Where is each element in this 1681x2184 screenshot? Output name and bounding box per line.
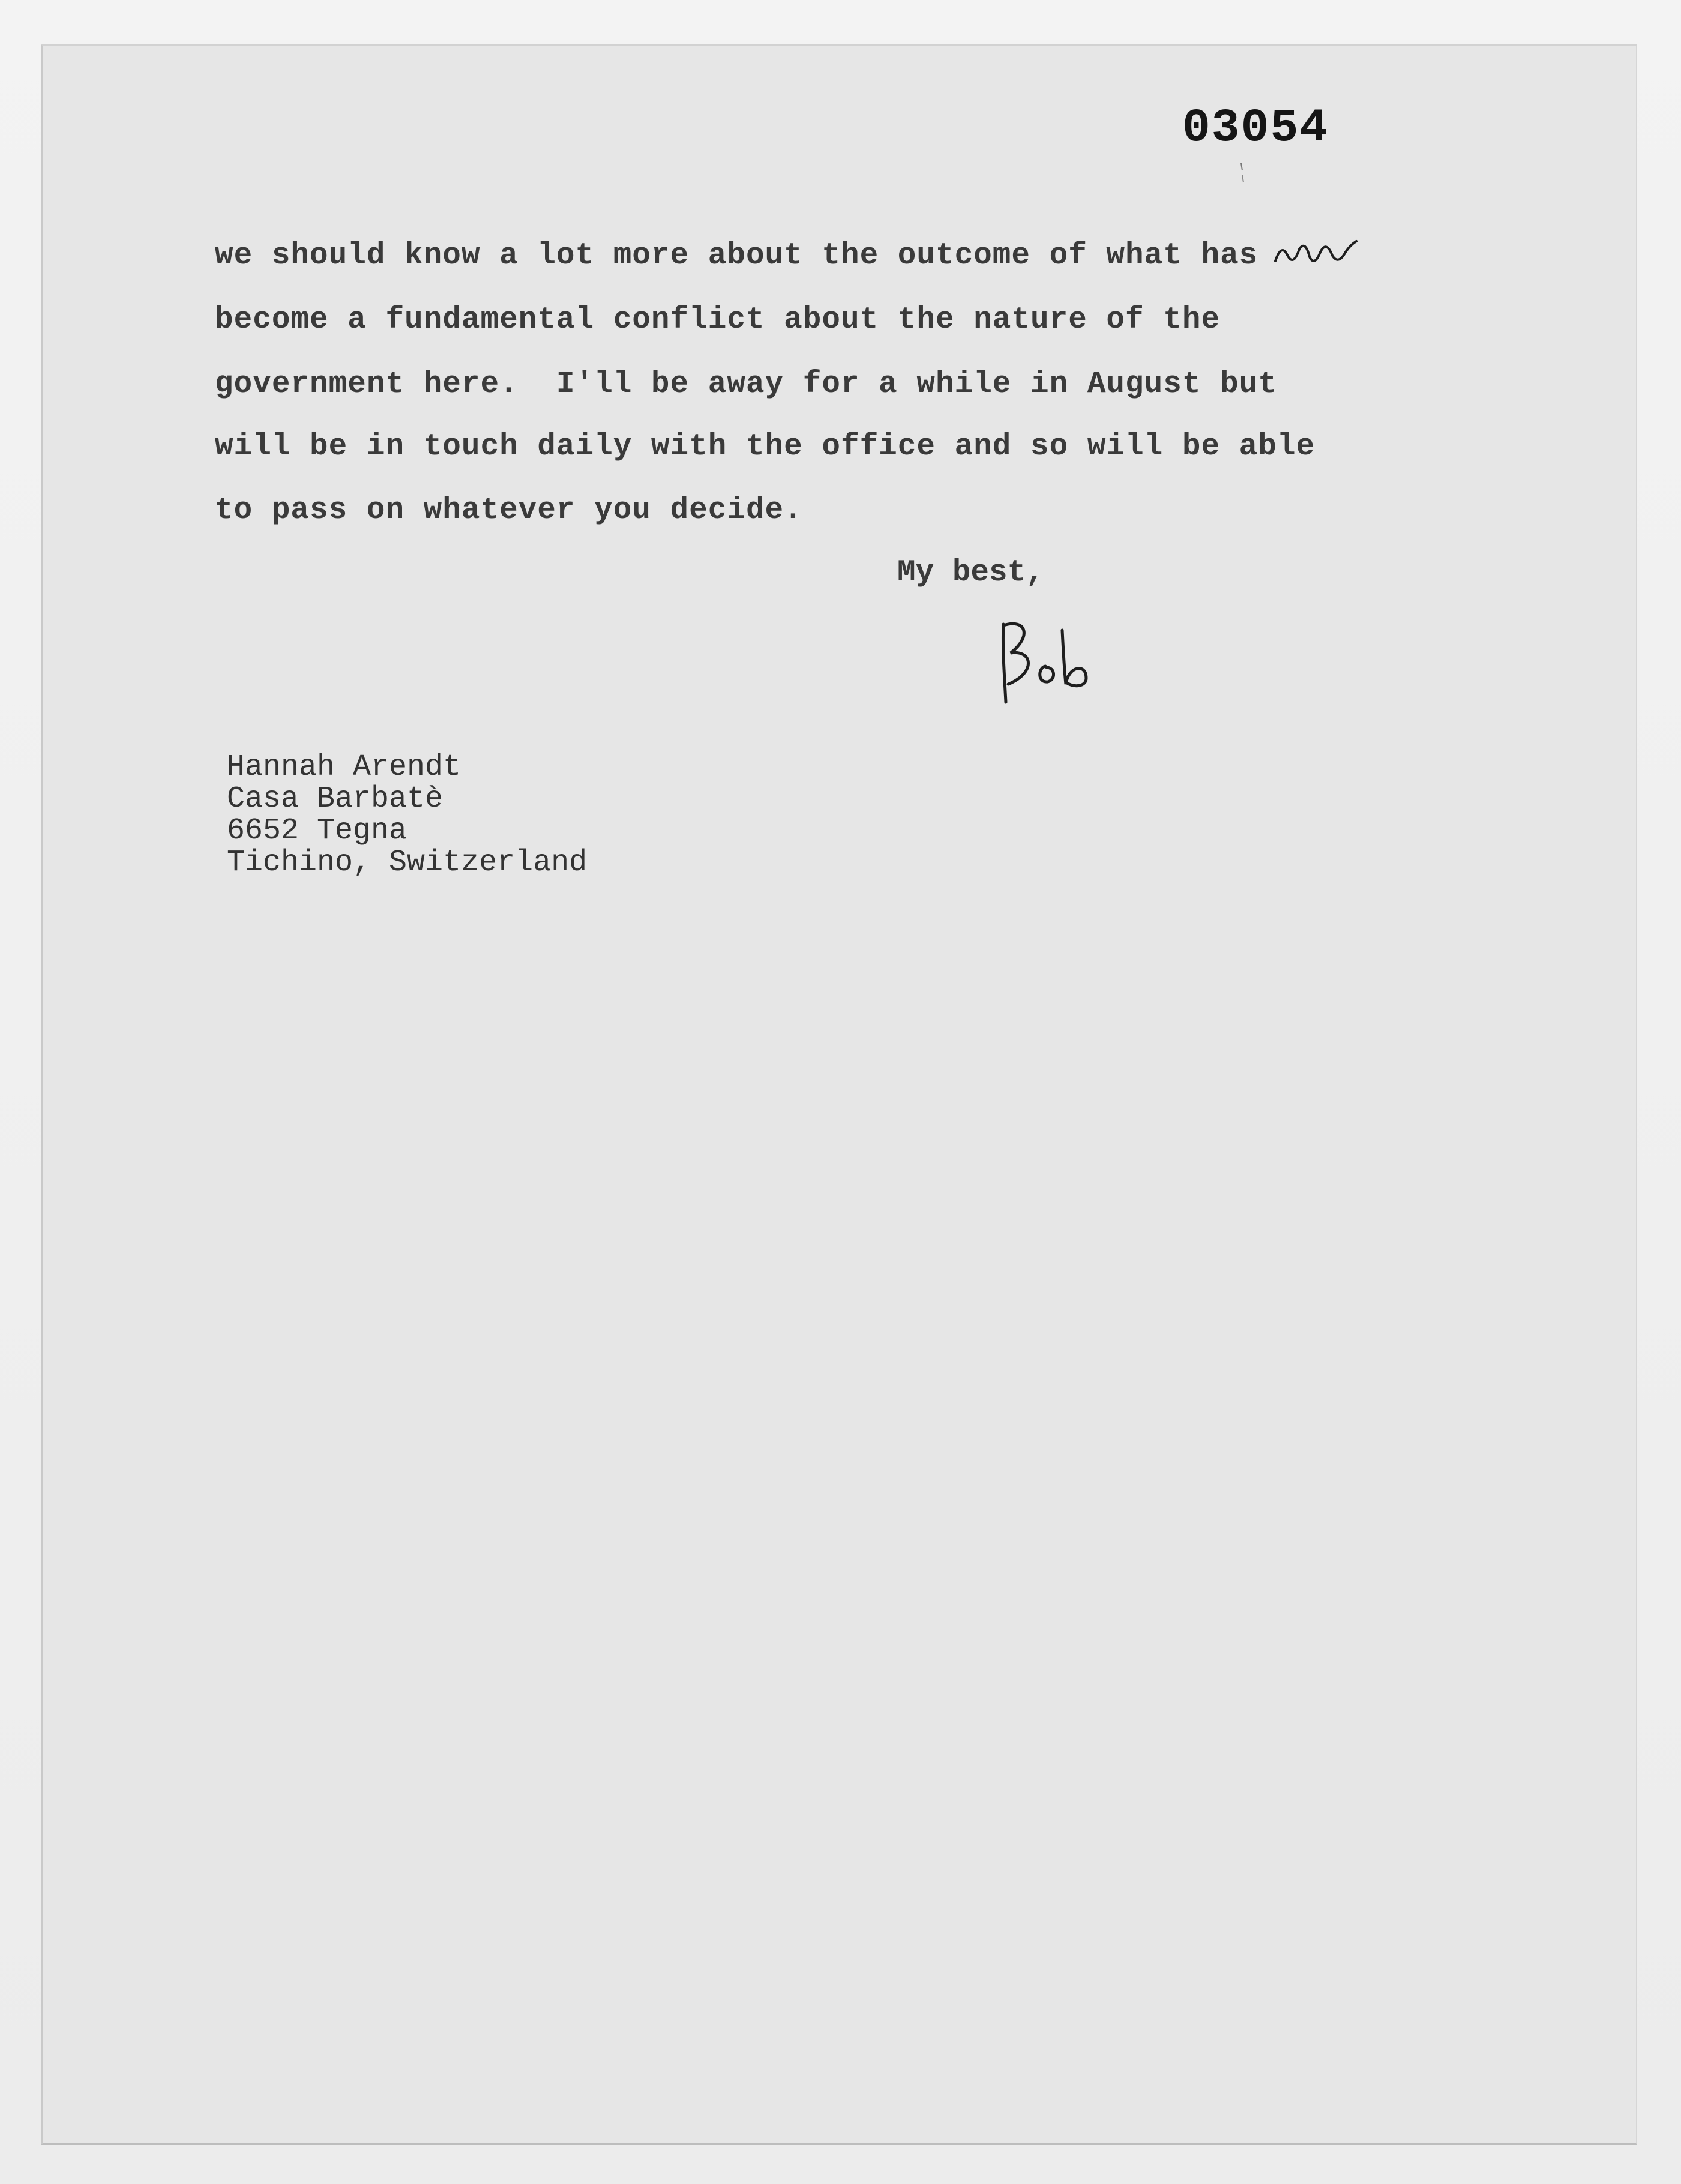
letter-page xyxy=(41,44,1637,2145)
body-line-5: to pass on whatever you decide. xyxy=(215,493,803,528)
body-line-1: we should know a lot more about the outcome of what has xyxy=(215,239,1258,273)
body-line-2: become a fundamental conflict about the nature of the xyxy=(215,303,1221,337)
body-line-3: government here. I'll be away for a while in August but xyxy=(215,367,1277,402)
handwritten-insertion-mark xyxy=(1272,234,1362,270)
signature xyxy=(990,612,1110,708)
recipient-name: Hannah Arendt xyxy=(227,750,462,784)
recipient-address-line-1: Casa Barbatè xyxy=(227,782,444,816)
body-line-4: will be in touch daily with the office and so will be able xyxy=(215,430,1316,464)
closing-salutation: My best, xyxy=(897,556,1044,590)
recipient-address-line-3: Tichino, Switzerland xyxy=(227,846,588,880)
recipient-address-line-2: 6652 Tegna xyxy=(227,814,407,848)
scan-speck-mark xyxy=(1236,162,1248,186)
document-number: 03054 xyxy=(1182,102,1329,155)
